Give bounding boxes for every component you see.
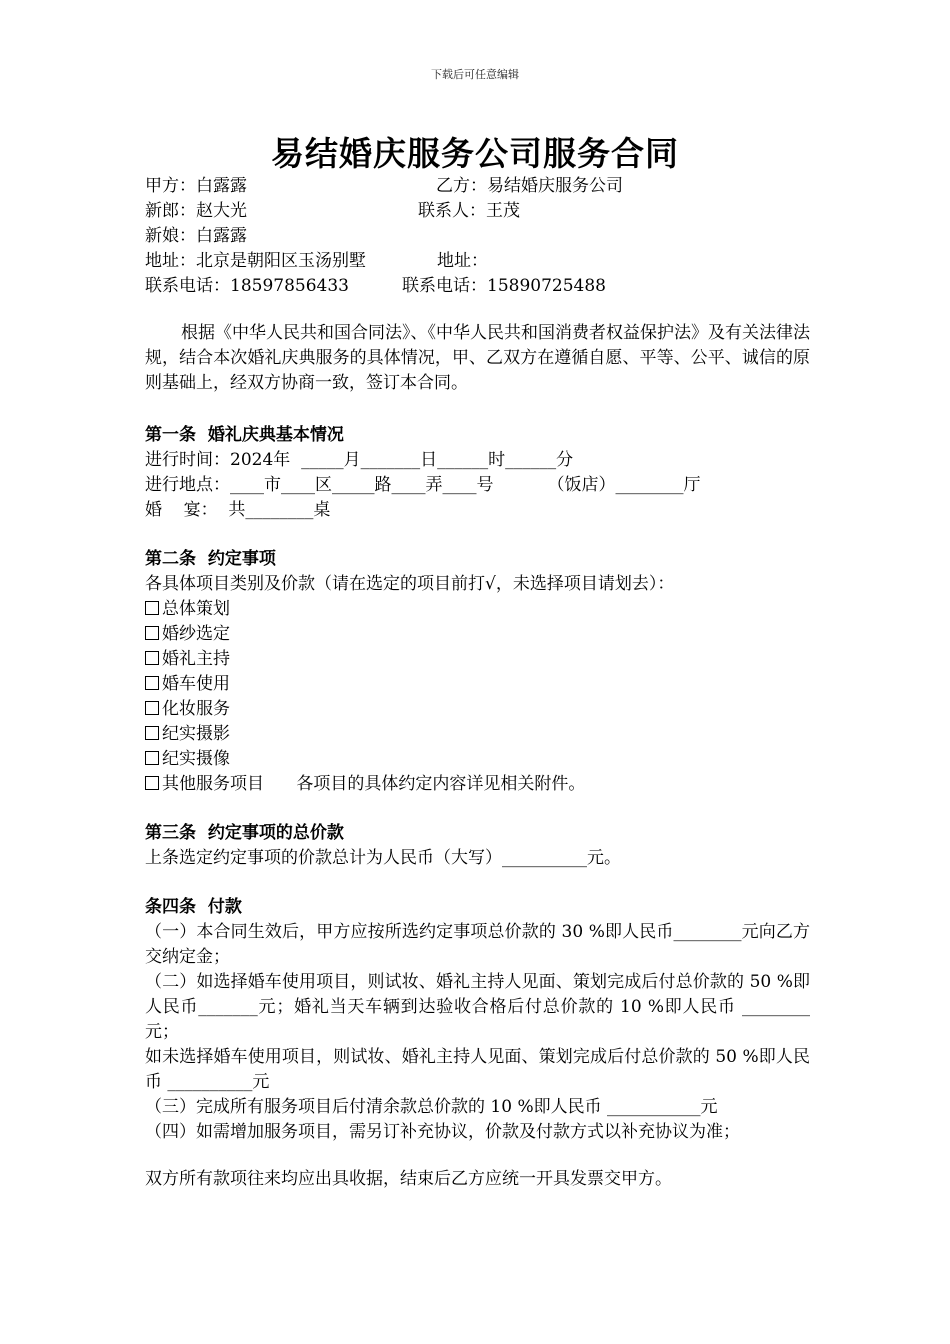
article-3-heading: 第三条 约定事项的总价款 xyxy=(145,823,344,843)
article-2-heading: 第二条 约定事项 xyxy=(145,549,276,569)
checkbox-icon[interactable] xyxy=(145,626,159,640)
checkbox-icon[interactable] xyxy=(145,676,159,690)
checkbox-icon[interactable] xyxy=(145,751,159,765)
checkbox-icon[interactable] xyxy=(145,776,159,790)
contract-body xyxy=(145,174,810,1192)
article-3-text: 上条选定约定事项的价款总计为人民币（大写）__________元。 xyxy=(145,848,621,868)
banquet-tables: 婚 宴： 共________桌 xyxy=(145,500,331,520)
bride: 新娘：白露露 xyxy=(145,226,247,246)
parties-row-3 xyxy=(145,224,810,249)
payment-clause-2: （二）如选择婚车使用项目，则试妆、婚礼主持人见面、策划完成后付总价款的 50 %即人民币_______元；婚礼当天车辆到达验收合格后付总价款的 10 %即人民币 ________元； xyxy=(145,972,810,1042)
header-note: 下载后可任意编辑 xyxy=(431,68,519,81)
article-4-heading: 条四条 付款 xyxy=(145,897,242,917)
parties-row-2 xyxy=(145,199,810,224)
address-a: 地址：北京是朝阳区玉汤别墅 xyxy=(145,251,366,271)
checkbox-icon[interactable] xyxy=(145,601,159,615)
payment-clause-1: （一）本合同生效后，甲方应按所选约定事项总价款的 30 %即人民币________元向乙方交纳定金； xyxy=(145,922,810,967)
page-title: 易结婚庆服务公司服务合同 xyxy=(271,134,679,173)
ceremony-time: 进行时间：2024年 _____月_______日______时______分 xyxy=(145,450,574,470)
service-item-makeup[interactable]: 化妆服务 xyxy=(145,697,810,722)
payment-clause-2b: 如未选择婚车使用项目，则试妆、婚礼主持人见面、策划完成后付总价款的 50 %即人民币 __________元 xyxy=(145,1047,810,1092)
parties-row-4 xyxy=(145,249,810,274)
parties-row-1 xyxy=(145,174,810,199)
service-item-photography[interactable]: 纪实摄影 xyxy=(145,722,810,747)
preamble: 根据《中华人民共和国合同法》、《中华人民共和国消费者权益保护法》及有关法律法规，结合本次婚礼庆典服务的具体情况，甲、乙双方在遵循自愿、平等、公平、诚信的原则基础上，经双方协商一致，签订本合同。 xyxy=(145,323,810,393)
phone-a: 联系电话：18597856433 xyxy=(145,276,349,296)
contact-person: 联系人：王茂 xyxy=(418,201,520,221)
closing-text: 双方所有款项往来均应出具收据，结束后乙方应统一开具发票交甲方。 xyxy=(145,1169,672,1189)
service-item-host[interactable]: 婚礼主持 xyxy=(145,647,810,672)
payment-clause-4: （四）如需增加服务项目，需另订补充协议，价款及付款方式以补充协议为准； xyxy=(145,1122,740,1142)
ceremony-place: 进行地点：____市____区_____路____弄____号 （饭店）________厅 xyxy=(145,475,701,495)
checkbox-icon[interactable] xyxy=(145,701,159,715)
payment-clause-3: （三）完成所有服务项目后付清余款总价款的 10 %即人民币 ___________元 xyxy=(145,1097,718,1117)
phone-b: 联系电话：15890725488 xyxy=(402,276,606,296)
service-item-wedding-car[interactable]: 婚车使用 xyxy=(145,672,810,697)
service-item-overall-planning[interactable]: 总体策划 xyxy=(145,597,810,622)
party-b: 乙方：易结婚庆服务公司 xyxy=(436,176,623,196)
service-item-videography[interactable]: 纪实摄像 xyxy=(145,747,810,772)
address-b: 地址： xyxy=(437,251,488,271)
checkbox-icon[interactable] xyxy=(145,651,159,665)
party-a: 甲方：白露露 xyxy=(145,176,247,196)
groom: 新郎：赵大光 xyxy=(145,201,247,221)
service-item-wedding-dress[interactable]: 婚纱选定 xyxy=(145,622,810,647)
parties-row-5 xyxy=(145,274,810,299)
article-1-heading: 第一条 婚礼庆典基本情况 xyxy=(145,425,344,445)
article-2-intro: 各具体项目类别及价款（请在选定的项目前打√，未选择项目请划去）： xyxy=(145,574,675,594)
service-item-other[interactable]: 其他服务项目 各项目的具体约定内容详见相关附件。 xyxy=(145,772,810,797)
checkbox-icon[interactable] xyxy=(145,726,159,740)
